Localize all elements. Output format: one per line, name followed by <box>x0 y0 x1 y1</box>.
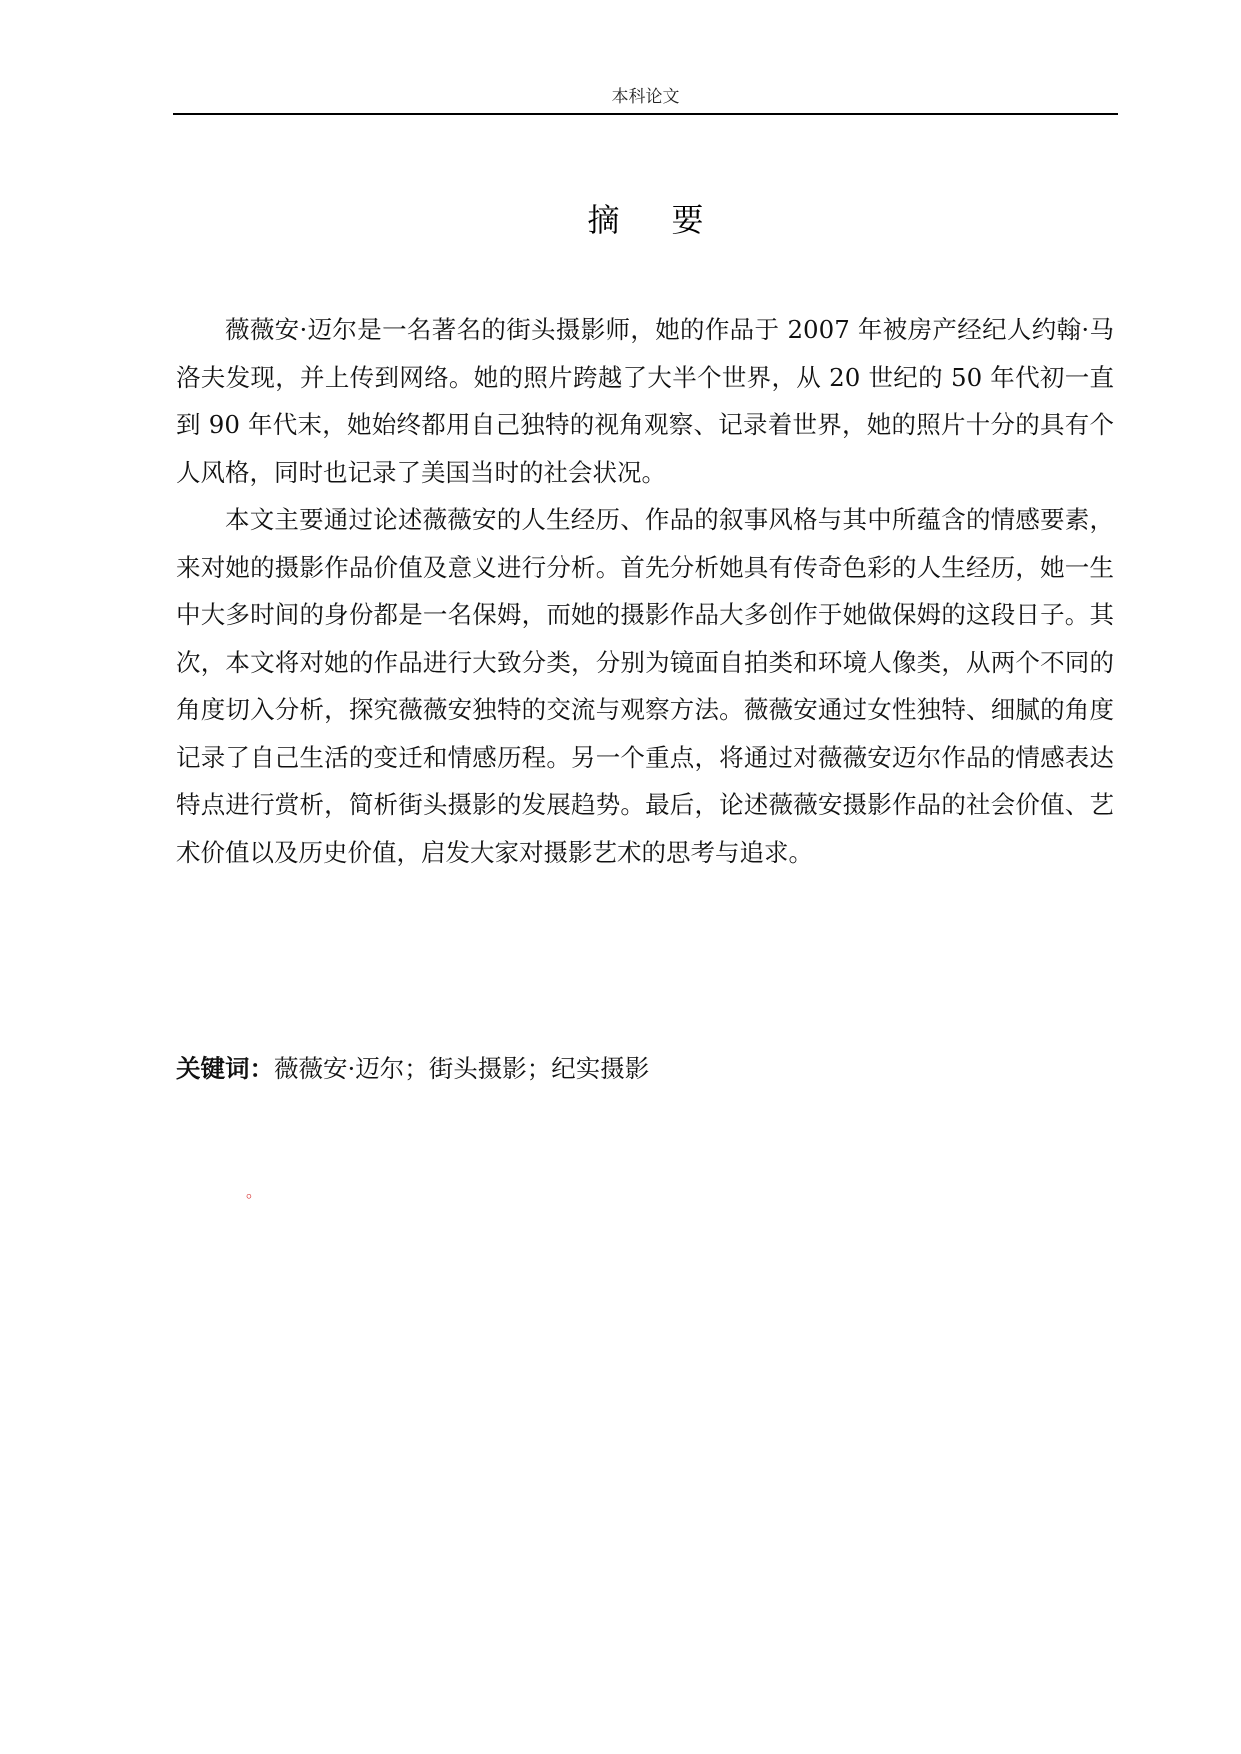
header-rule <box>173 113 1118 115</box>
keywords-line <box>176 1052 1114 1086</box>
abstract-paragraph-1: 薇薇安·迈尔是一名著名的街头摄影师，她的作品于 2007 年被房产经纪人约翰·马洛夫发现，并上传到网络。她的照片跨越了大半个世界，从 20 世纪的 50 年代初一直到 90 年代末，她始终都用自己独特的视角观察、记录着世界，她的照片十分的具有个人风格，同时也记录了美国当时的社会状况。 <box>176 315 1114 487</box>
abstract-title: 摘要 <box>587 201 756 239</box>
keywords-label: 关键词： <box>176 1054 274 1083</box>
keywords-value: 薇薇安·迈尔；街头摄影；纪实摄影 <box>274 1054 650 1083</box>
stray-punctuation-mark: 。 <box>246 1182 263 1201</box>
abstract-body <box>176 306 1114 876</box>
running-header: 本科论文 <box>611 87 680 107</box>
abstract-paragraph-2: 本文主要通过论述薇薇安的人生经历、作品的叙事风格与其中所蕴含的情感要素，来对她的摄影作品价值及意义进行分析。首先分析她具有传奇色彩的人生经历，她一生中大多时间的身份都是一名保姆，而她的摄影作品大多创作于她做保姆的这段日子。其次，本文将对她的作品进行大致分类，分别为镜面自拍类和环境人像类，从两个不同的角度切入分析，探究薇薇安独特的交流与观察方法。薇薇安通过女性独特、细腻的角度记录了自己生活的变迁和情感历程。另一个重点，将通过对薇薇安迈尔作品的情感表达特点进行赏析，简析街头摄影的发展趋势。最后，论述薇薇安摄影作品的社会价值、艺术价值以及历史价值，启发大家对摄影艺术的思考与追求。 <box>176 505 1114 867</box>
